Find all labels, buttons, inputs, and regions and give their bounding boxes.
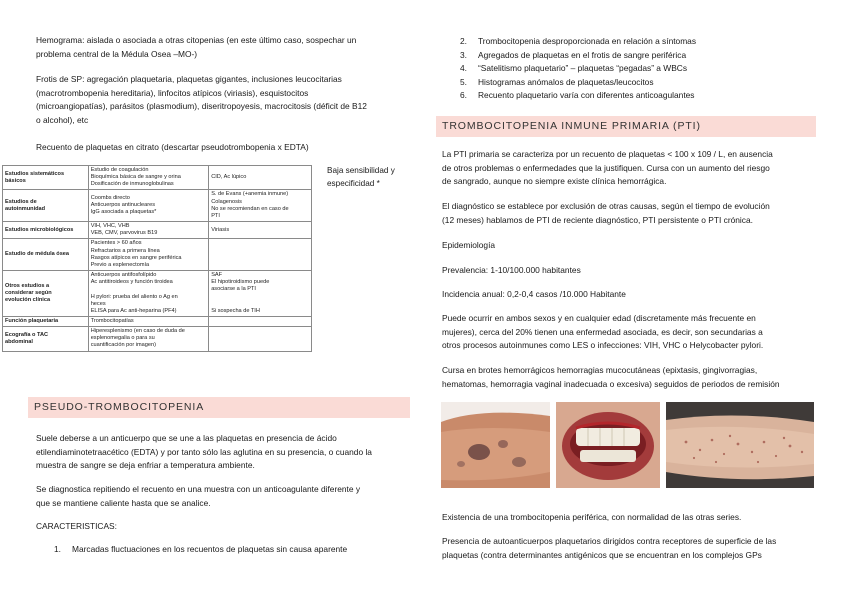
table-row — [3, 316, 312, 326]
list-item: 3. Agregados de plaquetas en el frotis de sangre periférica — [460, 49, 687, 60]
pti-paragraph-1: La PTI primaria se caracteriza por un recuento de plaquetas < 100 x 109 / L, en ausencia de otros problemas o enfermedades que la justifiquen. Cursa con un aumento del riesgo de sangrado, aunque no siempre existe clínica hemorrágica. — [442, 149, 773, 187]
table-cell: Pacientes > 60 años Refractarios a primera línea Rasgos atípicos en sangre periférica Previo a esplenectomía — [88, 239, 209, 271]
table-cell: Estudio de médula ósea — [3, 239, 89, 271]
diagnostic-studies-table — [2, 165, 312, 352]
list-item: 5. Histogramas anómalos de plaquetas/leucocitos — [460, 76, 654, 87]
caracteristicas-list-start — [36, 543, 410, 557]
pti-paragraph-2: El diagnóstico se establece por exclusión de otras causas, según el tiempo de evolución (12 meses) hablamos de PTI de reciente diagnóstico, PTI persistente o PTI crónica. — [442, 201, 770, 225]
table-cell: Ecografía o TAC abdominal — [3, 327, 89, 351]
petechiae-arm-photo — [666, 402, 814, 488]
table-cell: CID, Ac lúpico — [209, 166, 312, 190]
table-row — [3, 239, 312, 271]
caracteristicas-list-continued — [442, 35, 818, 103]
sexos-paragraph: Puede ocurrir en ambos sexos y en cualquier edad (discretamente más frecuente en mujeres), cerca del 20% tienen una enfermedad asociada, es decir, son secundarias a otros procesos autoinmunes como LES o infecciones: VIH, VHC o Helycobacter pylori. — [442, 313, 764, 351]
cursa-paragraph: Cursa en brotes hemorrágicos hemorragias mucocutáneas (epixtasis, gingivorragias, hematomas, hemorragia vaginal inadecuada o excesiva) seguidos de periodos de remisión — [442, 365, 780, 389]
bruised-arm-photo — [441, 402, 550, 488]
list-item: 4. “Satelitismo plaquetario” – plaquetas “pegadas” a WBCs — [460, 63, 688, 74]
table-cell: Trombocitopatías — [88, 316, 209, 326]
caracteristicas-label: CARACTERISTICAS: — [36, 521, 117, 531]
table-row — [3, 327, 312, 351]
pseudo-paragraph-1: Suele deberse a un anticuerpo que se une a las plaquetas en presencia de ácido etilendiaminotetraacético (EDTA) y por tanto sólo las aglutina en su presencia, o cuando la muestra de sangre se deja enfriar a temperatura ambiente. — [36, 433, 372, 471]
table-cell: Función plaquetaria — [3, 316, 89, 326]
existencia-paragraph: Existencia de una trombocitopenia periférica, con normalidad de las otras series. — [442, 512, 742, 522]
table-row — [3, 190, 312, 222]
incidencia-text: Incidencia anual: 0,2-0,4 casos /10.000 Habitante — [442, 289, 626, 299]
pseudo-trombocitopenia-heading: PSEUDO-TROMBOCITOPENIA — [28, 397, 410, 418]
table-cell: Otros estudios a considerar según evolución clínica — [3, 271, 89, 317]
table-row — [3, 271, 312, 317]
table-cell: S. de Evans (+anemia inmune) Colagenosis No se recomiendan en caso de PTI — [209, 190, 312, 222]
epidemiologia-label: Epidemiología — [442, 240, 496, 250]
table-cell: Anticuerpos antifosfolípido Ac antitiroideos y función tiroidea H pylori: prueba del aliento o Ag en heces ELISA para Ac anti-heparina (PF4) — [88, 271, 209, 317]
pti-heading: TROMBOCITOPENIA INMUNE PRIMARIA (PTI) — [436, 116, 816, 137]
table-cell — [209, 316, 312, 326]
table-cell: Estudios sistemáticos básicos — [3, 166, 89, 190]
table-cell: Estudios de autoinmunidad — [3, 190, 89, 222]
table-cell: SAF El hipotiroidismo puede asociarse a la PTI Si sospecha de TIH — [209, 271, 312, 317]
side-note: Baja sensibilidad y especificidad * — [327, 166, 395, 189]
gingival-bleeding-photo — [556, 402, 660, 488]
table-cell: Estudio de coagulación Bioquímica básica de sangre y orina Dosificación de inmunoglobulinas — [88, 166, 209, 190]
hemograma-paragraph: Hemograma: aislada o asociada a otras citopenias (en este último caso, sospechar un problema central de la Médula Osea –MO-) — [36, 35, 357, 59]
table-cell: Viriasis — [209, 222, 312, 239]
table-cell: VIH, VHC, VHB VEB, CMV, parvovirus B19 — [88, 222, 209, 239]
recuento-citrato-paragraph: Recuento de plaquetas en citrato (descartar pseudotrombopenia x EDTA) — [36, 142, 309, 152]
list-item: 2. Trombocitopenia desproporcionada en relación a síntomas — [460, 36, 697, 46]
pseudo-paragraph-2: Se diagnostica repitiendo el recuento en una muestra con un anticoagulante diferente y que se mantiene caliente hasta que se analice. — [36, 484, 361, 508]
prevalencia-text: Prevalencia: 1-10/100.000 habitantes — [442, 265, 581, 275]
frotis-paragraph: Frotis de SP: agregación plaquetaria, plaquetas gigantes, inclusiones leucocitarias (macrotrombopenia hereditaria), linfocitos atípicos (viriasis), esquistocitos (microangiopatías), parásitos (plasmodium), diseritropoyesis, macrocitosis (déficit de B12 o alcohol), etc — [36, 74, 367, 125]
presencia-paragraph: Presencia de autoanticuerpos plaquetarios dirigidos contra receptores de superficie de las plaquetas (contra determinantes antigénicos que se encuentran en los complejos GPs — [442, 536, 777, 560]
table-row — [3, 166, 312, 190]
table-cell: Estudios microbiológicos — [3, 222, 89, 239]
table-cell — [209, 327, 312, 351]
table-cell: Hiperesplenismo (en caso de duda de esplenomegalia o para su cuantificación por imagen) — [88, 327, 209, 351]
table-row — [3, 222, 312, 239]
table-cell — [209, 239, 312, 271]
list-item: 6. Recuento plaquetario varía con diferentes anticoagulantes — [460, 90, 695, 101]
table-cell: Coombs directo Anticuerpos antinucleares IgG asociada a plaquetas* — [88, 190, 209, 222]
list-item: 1. Marcadas fluctuaciones en los recuentos de plaquetas sin causa aparente — [54, 544, 348, 554]
